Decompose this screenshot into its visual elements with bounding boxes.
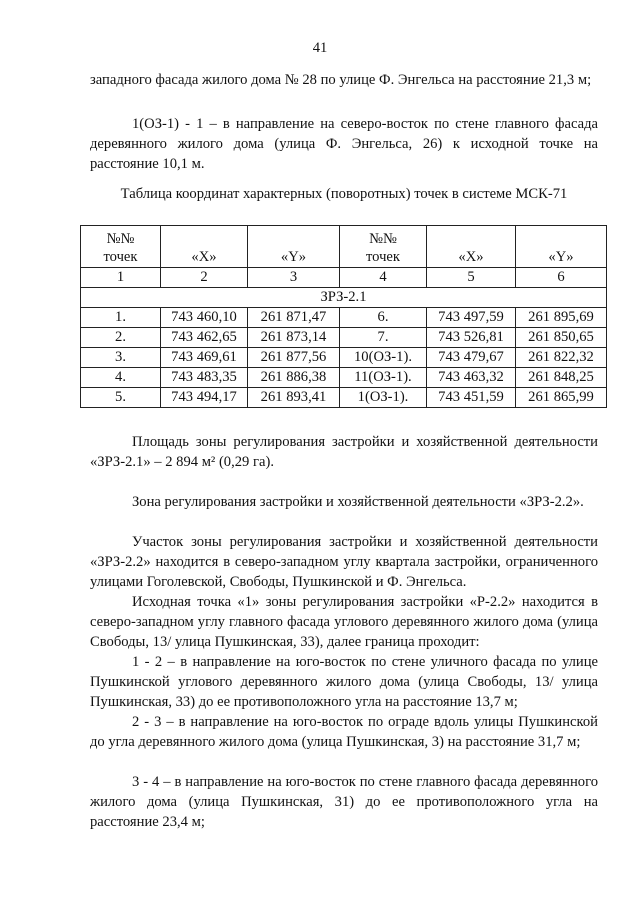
table-row: [81, 388, 607, 408]
header-y-1: «Y»: [248, 226, 340, 268]
table-cell: 261 895,69: [516, 308, 607, 328]
table-zone-row: [81, 288, 607, 308]
table-cell: 6.: [340, 308, 427, 328]
table-cell: 3.: [81, 348, 161, 368]
table-caption: Таблица координат характерных (поворотных) точек в системе МСК-71: [120, 186, 568, 202]
table-cell: 261 865,99: [516, 388, 607, 408]
page-number: 41: [312, 40, 328, 56]
table-cell: 261 893,41: [248, 388, 340, 408]
table-cell: 261 848,25: [516, 368, 607, 388]
zone-title: Зона регулирования застройки и хозяйственной деятельности «ЗРЗ-2.2».: [132, 494, 584, 510]
table-cell: 11(ОЗ-1).: [340, 368, 427, 388]
column-number: 3: [248, 268, 340, 288]
header-points-2: №№ точек: [340, 226, 427, 268]
column-number: 4: [340, 268, 427, 288]
paragraph-west-facade: западного фасада жилого дома № 28 по улице Ф. Энгельса на расстояние 21,3 м;: [90, 72, 592, 88]
table-row: [81, 348, 607, 368]
table-cell: 261 850,65: [516, 328, 607, 348]
zone-label: ЗРЗ-2.1: [81, 288, 607, 308]
table-cell: 743 460,10: [161, 308, 248, 328]
column-number: 2: [161, 268, 248, 288]
table-cell: 743 483,35: [161, 368, 248, 388]
header-x-1: «X»: [161, 226, 248, 268]
table-cell: 743 494,17: [161, 388, 248, 408]
table-cell: 1(ОЗ-1).: [340, 388, 427, 408]
coordinates-table: [80, 225, 607, 408]
table-cell: 743 463,32: [427, 368, 516, 388]
table-cell: 5.: [81, 388, 161, 408]
table-cell: 743 479,67: [427, 348, 516, 368]
header-points-1: №№ точек: [81, 226, 161, 268]
table-cell: 743 462,65: [161, 328, 248, 348]
table-cell: 261 873,14: [248, 328, 340, 348]
column-number: 5: [427, 268, 516, 288]
table-cell: 743 451,59: [427, 388, 516, 408]
table-header-row: [81, 226, 607, 268]
paragraph-segment-2-3: 2 - 3 – в направление на юго-восток по ограде вдоль улицы Пушкинской до угла деревянного жилого дома (улица Пушкинская, 3) на расстояние 31,7 м;: [90, 714, 598, 750]
header-y-2: «Y»: [516, 226, 607, 268]
paragraph-segment-oz1-1: 1(ОЗ-1) - 1 – в направление на северо-восток по стене главного фасада деревянного жилого дома (улица Ф. Энгельса, 26) к исходной точке на расстояние 10,1 м.: [90, 116, 598, 172]
table-cell: 261 877,56: [248, 348, 340, 368]
paragraph-segment-3-4: 3 - 4 – в направление на юго-восток по стене главного фасада деревянного жилого дома (улица Пушкинская, 31) до ее противоположного угла на расстояние 23,4 м;: [90, 774, 598, 830]
table-cell: 7.: [340, 328, 427, 348]
column-number: 6: [516, 268, 607, 288]
paragraph-segment-1-2: 1 - 2 – в направление на юго-восток по стене уличного фасада по улице Пушкинской углового деревянного жилого дома (улица Свободы, 13/ улица Пушкинская, 33) до ее противоположного угла на расстояние 13,7 м;: [90, 654, 598, 710]
table-cell: 2.: [81, 328, 161, 348]
table-cell: 1.: [81, 308, 161, 328]
header-x-2: «X»: [427, 226, 516, 268]
area-paragraph: Площадь зоны регулирования застройки и хозяйственной деятельности «ЗРЗ-2.1» – 2 894 м² (0,29 га).: [90, 434, 598, 470]
table-cell: 261 822,32: [516, 348, 607, 368]
table-row: [81, 368, 607, 388]
paragraph-zone-location: Участок зоны регулирования застройки и хозяйственной деятельности «ЗРЗ-2.2» находится в северо-западном углу квартала застройки, ограниченного улицами Гоголевской, Свободы, Пушкинской и Ф. Энгельса.: [90, 534, 598, 590]
table-cell: 743 497,59: [427, 308, 516, 328]
table-row: [81, 308, 607, 328]
column-number: 1: [81, 268, 161, 288]
paragraph-start-point: Исходная точка «1» зоны регулирования застройки «Р-2.2» находится в северо-западном углу главного фасада углового деревянного жилого дома (улица Свободы, 13/ улица Пушкинская, 33), далее граница проходит:: [90, 594, 598, 650]
table-cell: 261 886,38: [248, 368, 340, 388]
table-cell: 4.: [81, 368, 161, 388]
table-column-numbers-row: [81, 268, 607, 288]
table-cell: 261 871,47: [248, 308, 340, 328]
table-cell: 10(ОЗ-1).: [340, 348, 427, 368]
table-cell: 743 469,61: [161, 348, 248, 368]
table-cell: 743 526,81: [427, 328, 516, 348]
table-row: [81, 328, 607, 348]
